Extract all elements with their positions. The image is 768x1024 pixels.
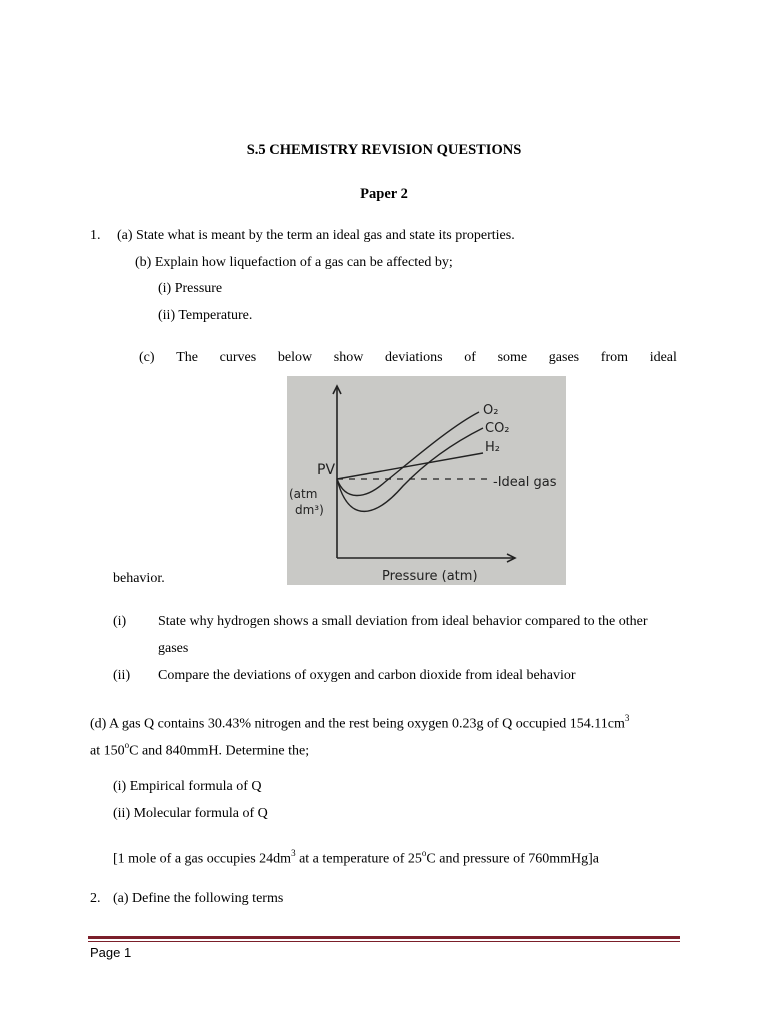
page-title: S.5 CHEMISTRY REVISION QUESTIONS (246, 142, 522, 158)
page-number: Page 1 (90, 945, 132, 960)
text: at a temperature of 25 (295, 851, 422, 867)
text: at 150 (90, 743, 125, 759)
word: curves (219, 350, 257, 365)
word: ideal (649, 350, 677, 365)
y-axis-units-2: dm³) (295, 503, 324, 517)
text: (d) A gas Q contains 30.43% nitrogen and the rest being oxygen 0.23g of Q occupied 154.11cm (90, 716, 625, 732)
word: show (333, 350, 364, 365)
h2-curve (337, 453, 483, 479)
question-1d-line1 (90, 714, 629, 733)
question-1b: (b) Explain how liquefaction of a gas can be affected by; (135, 255, 453, 270)
x-axis-label: Pressure (atm) (382, 569, 478, 584)
word: The (176, 350, 198, 365)
question-2a: (a) Define the following terms (113, 891, 284, 906)
pv-graph (287, 376, 566, 585)
question-1d-i: (i) Empirical formula of Q (113, 779, 262, 794)
question-1d-line2 (90, 741, 309, 760)
footer-rule (88, 936, 680, 939)
o2-label: O₂ (483, 403, 499, 418)
superscript: o (124, 740, 130, 750)
question-2-number: 2. (90, 891, 101, 906)
superscript: o (421, 848, 427, 858)
question-1-number: 1. (90, 228, 101, 243)
question-1c-end: behavior. (113, 571, 165, 586)
ideal-gas-label: -Ideal gas (493, 475, 557, 490)
question-1c-ii: Compare the deviations of oxygen and carbon dioxide from ideal behavior (158, 668, 576, 683)
pv-deviation-figure (287, 376, 566, 585)
question-1d-ii: (ii) Molecular formula of Q (113, 806, 268, 821)
co2-label: CO₂ (485, 421, 510, 436)
co2-curve (337, 428, 483, 511)
text: [1 mole of a gas occupies 24dm (113, 851, 292, 867)
question-1a: (a) State what is meant by the term an ideal gas and state its properties. (117, 228, 515, 243)
word: of (464, 350, 476, 365)
text: C and 840mmH. Determine the; (129, 743, 310, 759)
y-axis-units-1: (atm (289, 487, 318, 501)
question-1c-i-line2: gases (158, 641, 189, 656)
y-axis-label: PV (317, 462, 336, 478)
text: C and pressure of 760mmHg]a (426, 851, 600, 867)
h2-label: H₂ (485, 440, 500, 455)
o2-curve (337, 412, 479, 496)
question-1b-ii: (ii) Temperature. (158, 308, 253, 323)
question-1c-ii-number: (ii) (113, 668, 131, 683)
word: from (600, 350, 629, 365)
word: below (277, 350, 313, 365)
question-1b-i: (i) Pressure (158, 281, 223, 296)
footer-rule-thin (88, 941, 680, 942)
paper-subtitle: Paper 2 (360, 186, 408, 202)
question-1c-line (139, 350, 677, 366)
word: (c) (139, 350, 155, 365)
superscript: 3 (291, 848, 296, 858)
gas-volume-note (113, 849, 599, 868)
word: deviations (385, 350, 443, 365)
superscript: 3 (624, 713, 630, 723)
word: some (497, 350, 528, 365)
word: gases (548, 350, 580, 365)
question-1c-i-number: (i) (113, 614, 127, 629)
question-1c-i-line1: State why hydrogen shows a small deviation from ideal behavior compared to the other (158, 614, 648, 629)
